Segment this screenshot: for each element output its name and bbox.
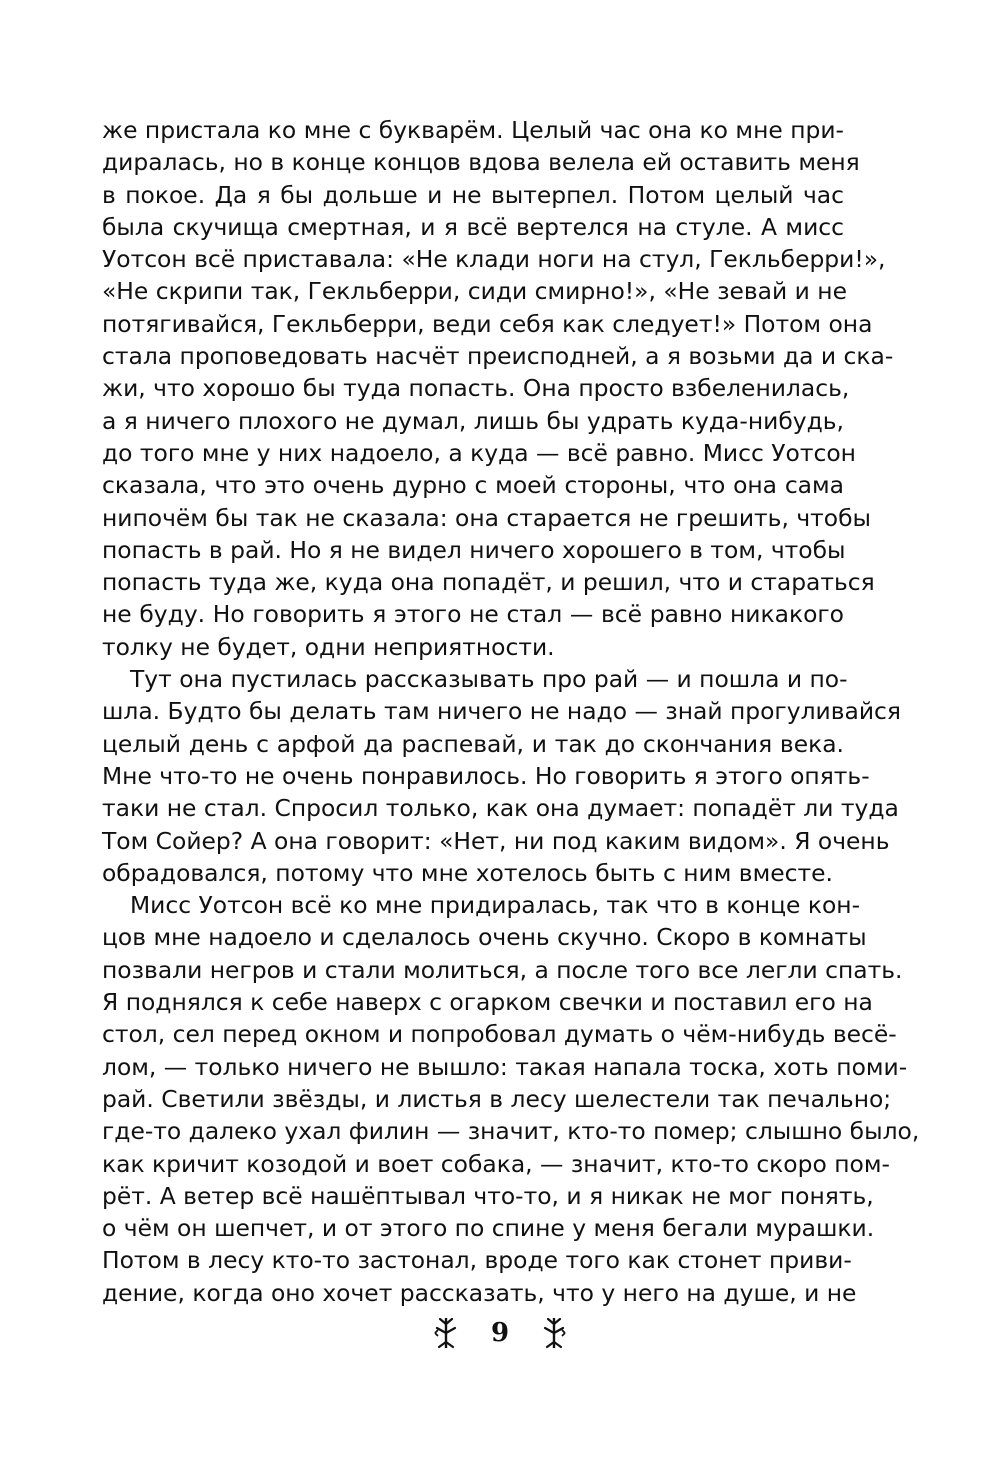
text-line: Мне что-то не очень понравилось. Но говорить я этого опять-: [102, 761, 870, 790]
text-line: целый день с арфой да распевай, и так до скончания века.: [102, 729, 844, 758]
text-line: попасть в рай. Но я не видел ничего хорошего в том, чтобы: [102, 535, 846, 564]
text-line: сказала, что это очень дурно с моей стороны, что она сама: [102, 471, 844, 500]
text-line: обрадовался, потому что мне хотелось быть с ним вместе.: [102, 858, 833, 887]
text-line: стол, сел перед окном и попробовал думать о чём-нибудь весё-: [102, 1020, 897, 1049]
body-text: [102, 114, 920, 1309]
text-line: таки не стал. Спросил только, как она думает: попадёт ли туда: [102, 794, 899, 823]
text-line: шла. Будто бы делать там ничего не надо — знай прогуливайся: [102, 697, 901, 726]
right-ornament-icon: [541, 1315, 567, 1351]
text-line: рёт. А ветер всё нашёптывал что-то, и я никак не мог понять,: [102, 1181, 874, 1210]
text-line: стала проповедовать насчёт преисподней, а я возьми да и ска-: [102, 342, 894, 371]
text-line: как кричит козодой и воет собака, — значит, кто-то скоро пом-: [102, 1149, 890, 1178]
text-line: толку не будет, одни неприятности.: [102, 632, 555, 661]
text-line: попасть туда же, куда она попадёт, и решил, что и стараться: [102, 568, 875, 597]
text-line: «Не скрипи так, Гекльберри, сиди смирно!», «Не зевай и не: [102, 277, 847, 306]
text-line: Том Сойер? А она говорит: «Нет, ни под каким видом». Я очень: [102, 826, 890, 855]
text-line: лом, — только ничего не вышло: такая напала тоска, хоть поми-: [102, 1052, 908, 1081]
page-footer: [0, 1311, 1000, 1355]
text-line: позвали негров и стали молиться, а после того все легли спать.: [102, 955, 903, 984]
text-line: Уотсон всё приставала: «Не клади ноги на стул, Гекльберри!»,: [102, 245, 886, 274]
text-line: цов мне надоело и сделалось очень скучно. Скоро в комнаты: [102, 923, 867, 952]
left-ornament-icon: [433, 1315, 459, 1351]
text-line: Потом в лесу кто-то застонал, вроде того как стонет приви-: [102, 1246, 852, 1275]
text-line: не буду. Но говорить я этого не стал — всё равно никакого: [102, 600, 844, 629]
text-line: была скучища смертная, и я всё вертелся на стуле. А мисс: [102, 212, 844, 241]
text-line: же пристала ко мне с букварём. Целый час она ко мне при-: [102, 116, 844, 144]
text-line: о чём он шепчет, и от этого по спине у меня бегали мурашки.: [102, 1214, 875, 1243]
text-line: дение, когда оно хочет рассказать, что у него на душе, и не: [102, 1278, 857, 1307]
text-line: жи, что хорошо бы туда попасть. Она просто взбеленилась,: [102, 374, 850, 403]
text-line: рай. Светили звёзды, и листья в лесу шелестели так печально;: [102, 1084, 892, 1113]
text-line: потягивайся, Гекльберри, веди себя как следует!» Потом она: [102, 309, 873, 338]
text-line: а я ничего плохого не думал, лишь бы удрать куда-нибудь,: [102, 406, 844, 435]
text-line: в покое. Да я бы дольше и не вытерпел. Потом целый час: [102, 180, 844, 209]
text-line: Мисс Уотсон всё ко мне придиралась, так что в конце кон-: [130, 891, 861, 920]
text-line: где-то далеко ухал филин — значит, кто-то помер; слышно было,: [102, 1117, 920, 1146]
text-line: нипочём бы так не сказала: она старается не грешить, чтобы: [102, 503, 871, 532]
text-line: диралась, но в конце концов вдова велела ей оставить меня: [102, 148, 860, 177]
text-line: Я поднялся к себе наверх с огарком свечки и поставил его на: [102, 988, 873, 1017]
page-number: 9: [490, 1318, 510, 1348]
text-line: Тут она пустилась рассказывать про рай — и пошла и по-: [130, 665, 848, 694]
text-line: до того мне у них надоело, а куда — всё равно. Мисс Уотсон: [102, 438, 856, 467]
